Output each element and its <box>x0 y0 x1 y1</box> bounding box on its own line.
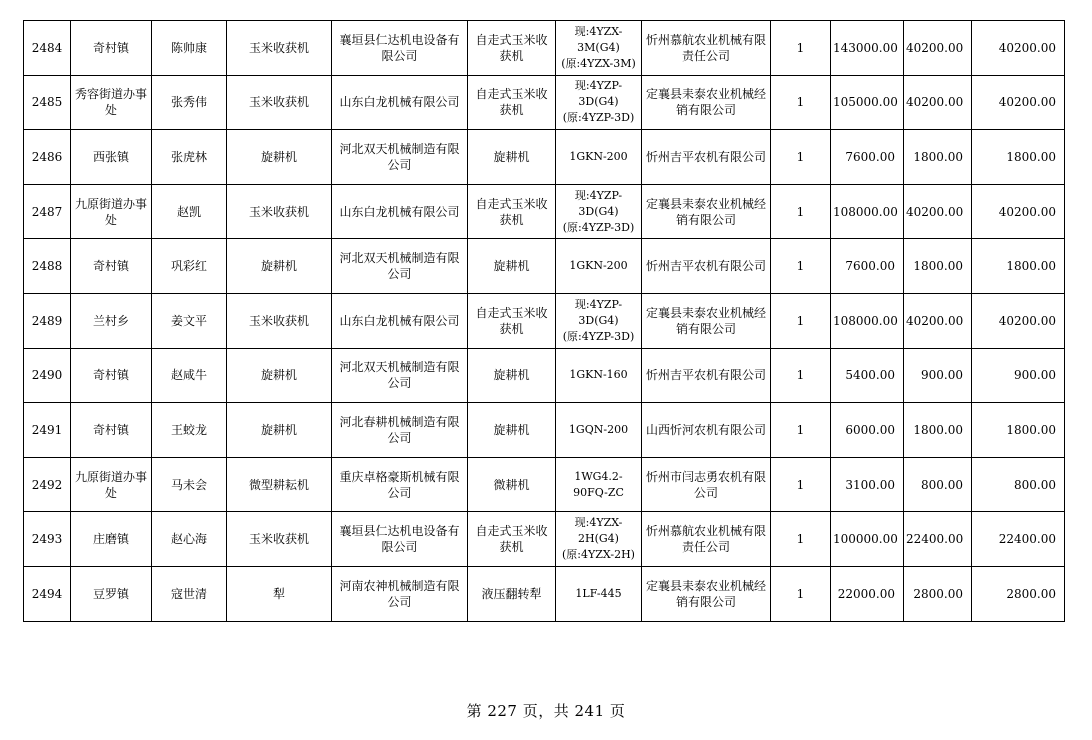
manufacturer-cell: 河北双天机械制造有限公司 <box>332 130 468 185</box>
model-cell: 现:4YZX-2H(G4)(原:4YZX-2H) <box>556 512 642 567</box>
model-cell: 现:4YZP-3D(G4)(原:4YZP-3D) <box>556 184 642 239</box>
manufacturer-cell: 重庆卓格豪斯机械有限公司 <box>332 457 468 512</box>
subsidy-cell: 800.00 <box>904 457 972 512</box>
town-cell: 秀容街道办事处 <box>71 75 152 130</box>
machine-type-cell: 旋耕机 <box>227 130 332 185</box>
total-subsidy-cell: 22400.00 <box>972 512 1065 567</box>
category-cell: 微耕机 <box>468 457 556 512</box>
model-cell: 现:4YZX-3M(G4)(原:4YZX-3M) <box>556 21 642 76</box>
dealer-cell: 忻州慕航农业机械有限责任公司 <box>642 512 771 567</box>
buyer-cell: 赵心海 <box>152 512 227 567</box>
category-cell: 自走式玉米收获机 <box>468 293 556 348</box>
subsidy-table <box>23 20 1065 622</box>
table-row <box>24 293 1065 348</box>
town-cell: 九原街道办事处 <box>71 184 152 239</box>
total-subsidy-cell: 800.00 <box>972 457 1065 512</box>
serial-cell: 2488 <box>24 239 71 294</box>
serial-cell: 2487 <box>24 184 71 239</box>
table-row <box>24 75 1065 130</box>
quantity-cell: 1 <box>771 512 831 567</box>
total-subsidy-cell: 1800.00 <box>972 130 1065 185</box>
quantity-cell: 1 <box>771 566 831 621</box>
price-cell: 143000.00 <box>831 21 904 76</box>
subsidy-cell: 40200.00 <box>904 293 972 348</box>
price-cell: 6000.00 <box>831 403 904 458</box>
buyer-cell: 陈帅康 <box>152 21 227 76</box>
quantity-cell: 1 <box>771 293 831 348</box>
dealer-cell: 山西忻河农机有限公司 <box>642 403 771 458</box>
town-cell: 奇村镇 <box>71 21 152 76</box>
subsidy-cell: 40200.00 <box>904 184 972 239</box>
manufacturer-cell: 襄垣县仁达机电设备有限公司 <box>332 512 468 567</box>
machine-type-cell: 旋耕机 <box>227 348 332 403</box>
category-cell: 自走式玉米收获机 <box>468 184 556 239</box>
buyer-cell: 张秀伟 <box>152 75 227 130</box>
total-subsidy-cell: 40200.00 <box>972 293 1065 348</box>
town-cell: 奇村镇 <box>71 403 152 458</box>
quantity-cell: 1 <box>771 184 831 239</box>
machine-type-cell: 玉米收获机 <box>227 293 332 348</box>
town-cell: 奇村镇 <box>71 239 152 294</box>
subsidy-cell: 40200.00 <box>904 21 972 76</box>
dealer-cell: 定襄县耒泰农业机械经销有限公司 <box>642 75 771 130</box>
manufacturer-cell: 河北春耕机械制造有限公司 <box>332 403 468 458</box>
manufacturer-cell: 山东白龙机械有限公司 <box>332 75 468 130</box>
machine-type-cell: 玉米收获机 <box>227 512 332 567</box>
dealer-cell: 定襄县耒泰农业机械经销有限公司 <box>642 184 771 239</box>
category-cell: 液压翻转犁 <box>468 566 556 621</box>
dealer-cell: 忻州吉平农机有限公司 <box>642 130 771 185</box>
subsidy-cell: 1800.00 <box>904 403 972 458</box>
serial-cell: 2486 <box>24 130 71 185</box>
total-subsidy-cell: 2800.00 <box>972 566 1065 621</box>
total-subsidy-cell: 40200.00 <box>972 75 1065 130</box>
table-row <box>24 403 1065 458</box>
total-subsidy-cell: 40200.00 <box>972 184 1065 239</box>
buyer-cell: 寇世清 <box>152 566 227 621</box>
model-cell: 1LF-445 <box>556 566 642 621</box>
subsidy-cell: 1800.00 <box>904 130 972 185</box>
machine-type-cell: 玉米收获机 <box>227 184 332 239</box>
buyer-cell: 赵凯 <box>152 184 227 239</box>
total-subsidy-cell: 900.00 <box>972 348 1065 403</box>
category-cell: 旋耕机 <box>468 403 556 458</box>
page-footer: 第 227 页，共 241 页 <box>466 702 626 720</box>
buyer-cell: 王蛟龙 <box>152 403 227 458</box>
total-subsidy-cell: 1800.00 <box>972 403 1065 458</box>
quantity-cell: 1 <box>771 21 831 76</box>
quantity-cell: 1 <box>771 130 831 185</box>
model-cell: 现:4YZP-3D(G4)(原:4YZP-3D) <box>556 293 642 348</box>
serial-cell: 2493 <box>24 512 71 567</box>
town-cell: 九原街道办事处 <box>71 457 152 512</box>
category-cell: 自走式玉米收获机 <box>468 512 556 567</box>
machine-type-cell: 微型耕耘机 <box>227 457 332 512</box>
serial-cell: 2494 <box>24 566 71 621</box>
quantity-cell: 1 <box>771 75 831 130</box>
price-cell: 3100.00 <box>831 457 904 512</box>
price-cell: 5400.00 <box>831 348 904 403</box>
total-subsidy-cell: 40200.00 <box>972 21 1065 76</box>
machine-type-cell: 旋耕机 <box>227 403 332 458</box>
category-cell: 旋耕机 <box>468 239 556 294</box>
price-cell: 22000.00 <box>831 566 904 621</box>
dealer-cell: 忻州吉平农机有限公司 <box>642 348 771 403</box>
model-cell: 现:4YZP-3D(G4)(原:4YZP-3D) <box>556 75 642 130</box>
table-row <box>24 184 1065 239</box>
subsidy-cell: 900.00 <box>904 348 972 403</box>
buyer-cell: 张虎林 <box>152 130 227 185</box>
machine-type-cell: 玉米收获机 <box>227 21 332 76</box>
model-cell: 1WG4.2-90FQ-ZC <box>556 457 642 512</box>
manufacturer-cell: 河北双天机械制造有限公司 <box>332 348 468 403</box>
dealer-cell: 定襄县耒泰农业机械经销有限公司 <box>642 566 771 621</box>
category-cell: 旋耕机 <box>468 130 556 185</box>
table-body <box>24 21 1065 622</box>
dealer-cell: 忻州慕航农业机械有限责任公司 <box>642 21 771 76</box>
table-row <box>24 457 1065 512</box>
table-row <box>24 21 1065 76</box>
serial-cell: 2490 <box>24 348 71 403</box>
table-row <box>24 566 1065 621</box>
price-cell: 108000.00 <box>831 184 904 239</box>
quantity-cell: 1 <box>771 348 831 403</box>
manufacturer-cell: 河北双天机械制造有限公司 <box>332 239 468 294</box>
table-row <box>24 239 1065 294</box>
price-cell: 108000.00 <box>831 293 904 348</box>
price-cell: 7600.00 <box>831 239 904 294</box>
subsidy-cell: 1800.00 <box>904 239 972 294</box>
quantity-cell: 1 <box>771 403 831 458</box>
town-cell: 庄磨镇 <box>71 512 152 567</box>
dealer-cell: 忻州市闫志勇农机有限公司 <box>642 457 771 512</box>
model-cell: 1GKN-200 <box>556 130 642 185</box>
price-cell: 100000.00 <box>831 512 904 567</box>
serial-cell: 2485 <box>24 75 71 130</box>
subsidy-cell: 40200.00 <box>904 75 972 130</box>
town-cell: 兰村乡 <box>71 293 152 348</box>
serial-cell: 2489 <box>24 293 71 348</box>
manufacturer-cell: 山东白龙机械有限公司 <box>332 293 468 348</box>
total-subsidy-cell: 1800.00 <box>972 239 1065 294</box>
table-row <box>24 130 1065 185</box>
manufacturer-cell: 山东白龙机械有限公司 <box>332 184 468 239</box>
serial-cell: 2492 <box>24 457 71 512</box>
quantity-cell: 1 <box>771 457 831 512</box>
town-cell: 西张镇 <box>71 130 152 185</box>
price-cell: 7600.00 <box>831 130 904 185</box>
quantity-cell: 1 <box>771 239 831 294</box>
subsidy-cell: 2800.00 <box>904 566 972 621</box>
category-cell: 自走式玉米收获机 <box>468 21 556 76</box>
model-cell: 1GKN-200 <box>556 239 642 294</box>
table-row <box>24 348 1065 403</box>
town-cell: 豆罗镇 <box>71 566 152 621</box>
model-cell: 1GQN-200 <box>556 403 642 458</box>
town-cell: 奇村镇 <box>71 348 152 403</box>
buyer-cell: 姜文平 <box>152 293 227 348</box>
buyer-cell: 马未会 <box>152 457 227 512</box>
dealer-cell: 忻州吉平农机有限公司 <box>642 239 771 294</box>
serial-cell: 2484 <box>24 21 71 76</box>
machine-type-cell: 玉米收获机 <box>227 75 332 130</box>
buyer-cell: 巩彩红 <box>152 239 227 294</box>
buyer-cell: 赵咸牛 <box>152 348 227 403</box>
manufacturer-cell: 襄垣县仁达机电设备有限公司 <box>332 21 468 76</box>
category-cell: 自走式玉米收获机 <box>468 75 556 130</box>
table-row <box>24 512 1065 567</box>
subsidy-cell: 22400.00 <box>904 512 972 567</box>
model-cell: 1GKN-160 <box>556 348 642 403</box>
dealer-cell: 定襄县耒泰农业机械经销有限公司 <box>642 293 771 348</box>
manufacturer-cell: 河南农神机械制造有限公司 <box>332 566 468 621</box>
serial-cell: 2491 <box>24 403 71 458</box>
category-cell: 旋耕机 <box>468 348 556 403</box>
price-cell: 105000.00 <box>831 75 904 130</box>
machine-type-cell: 犁 <box>227 566 332 621</box>
machine-type-cell: 旋耕机 <box>227 239 332 294</box>
